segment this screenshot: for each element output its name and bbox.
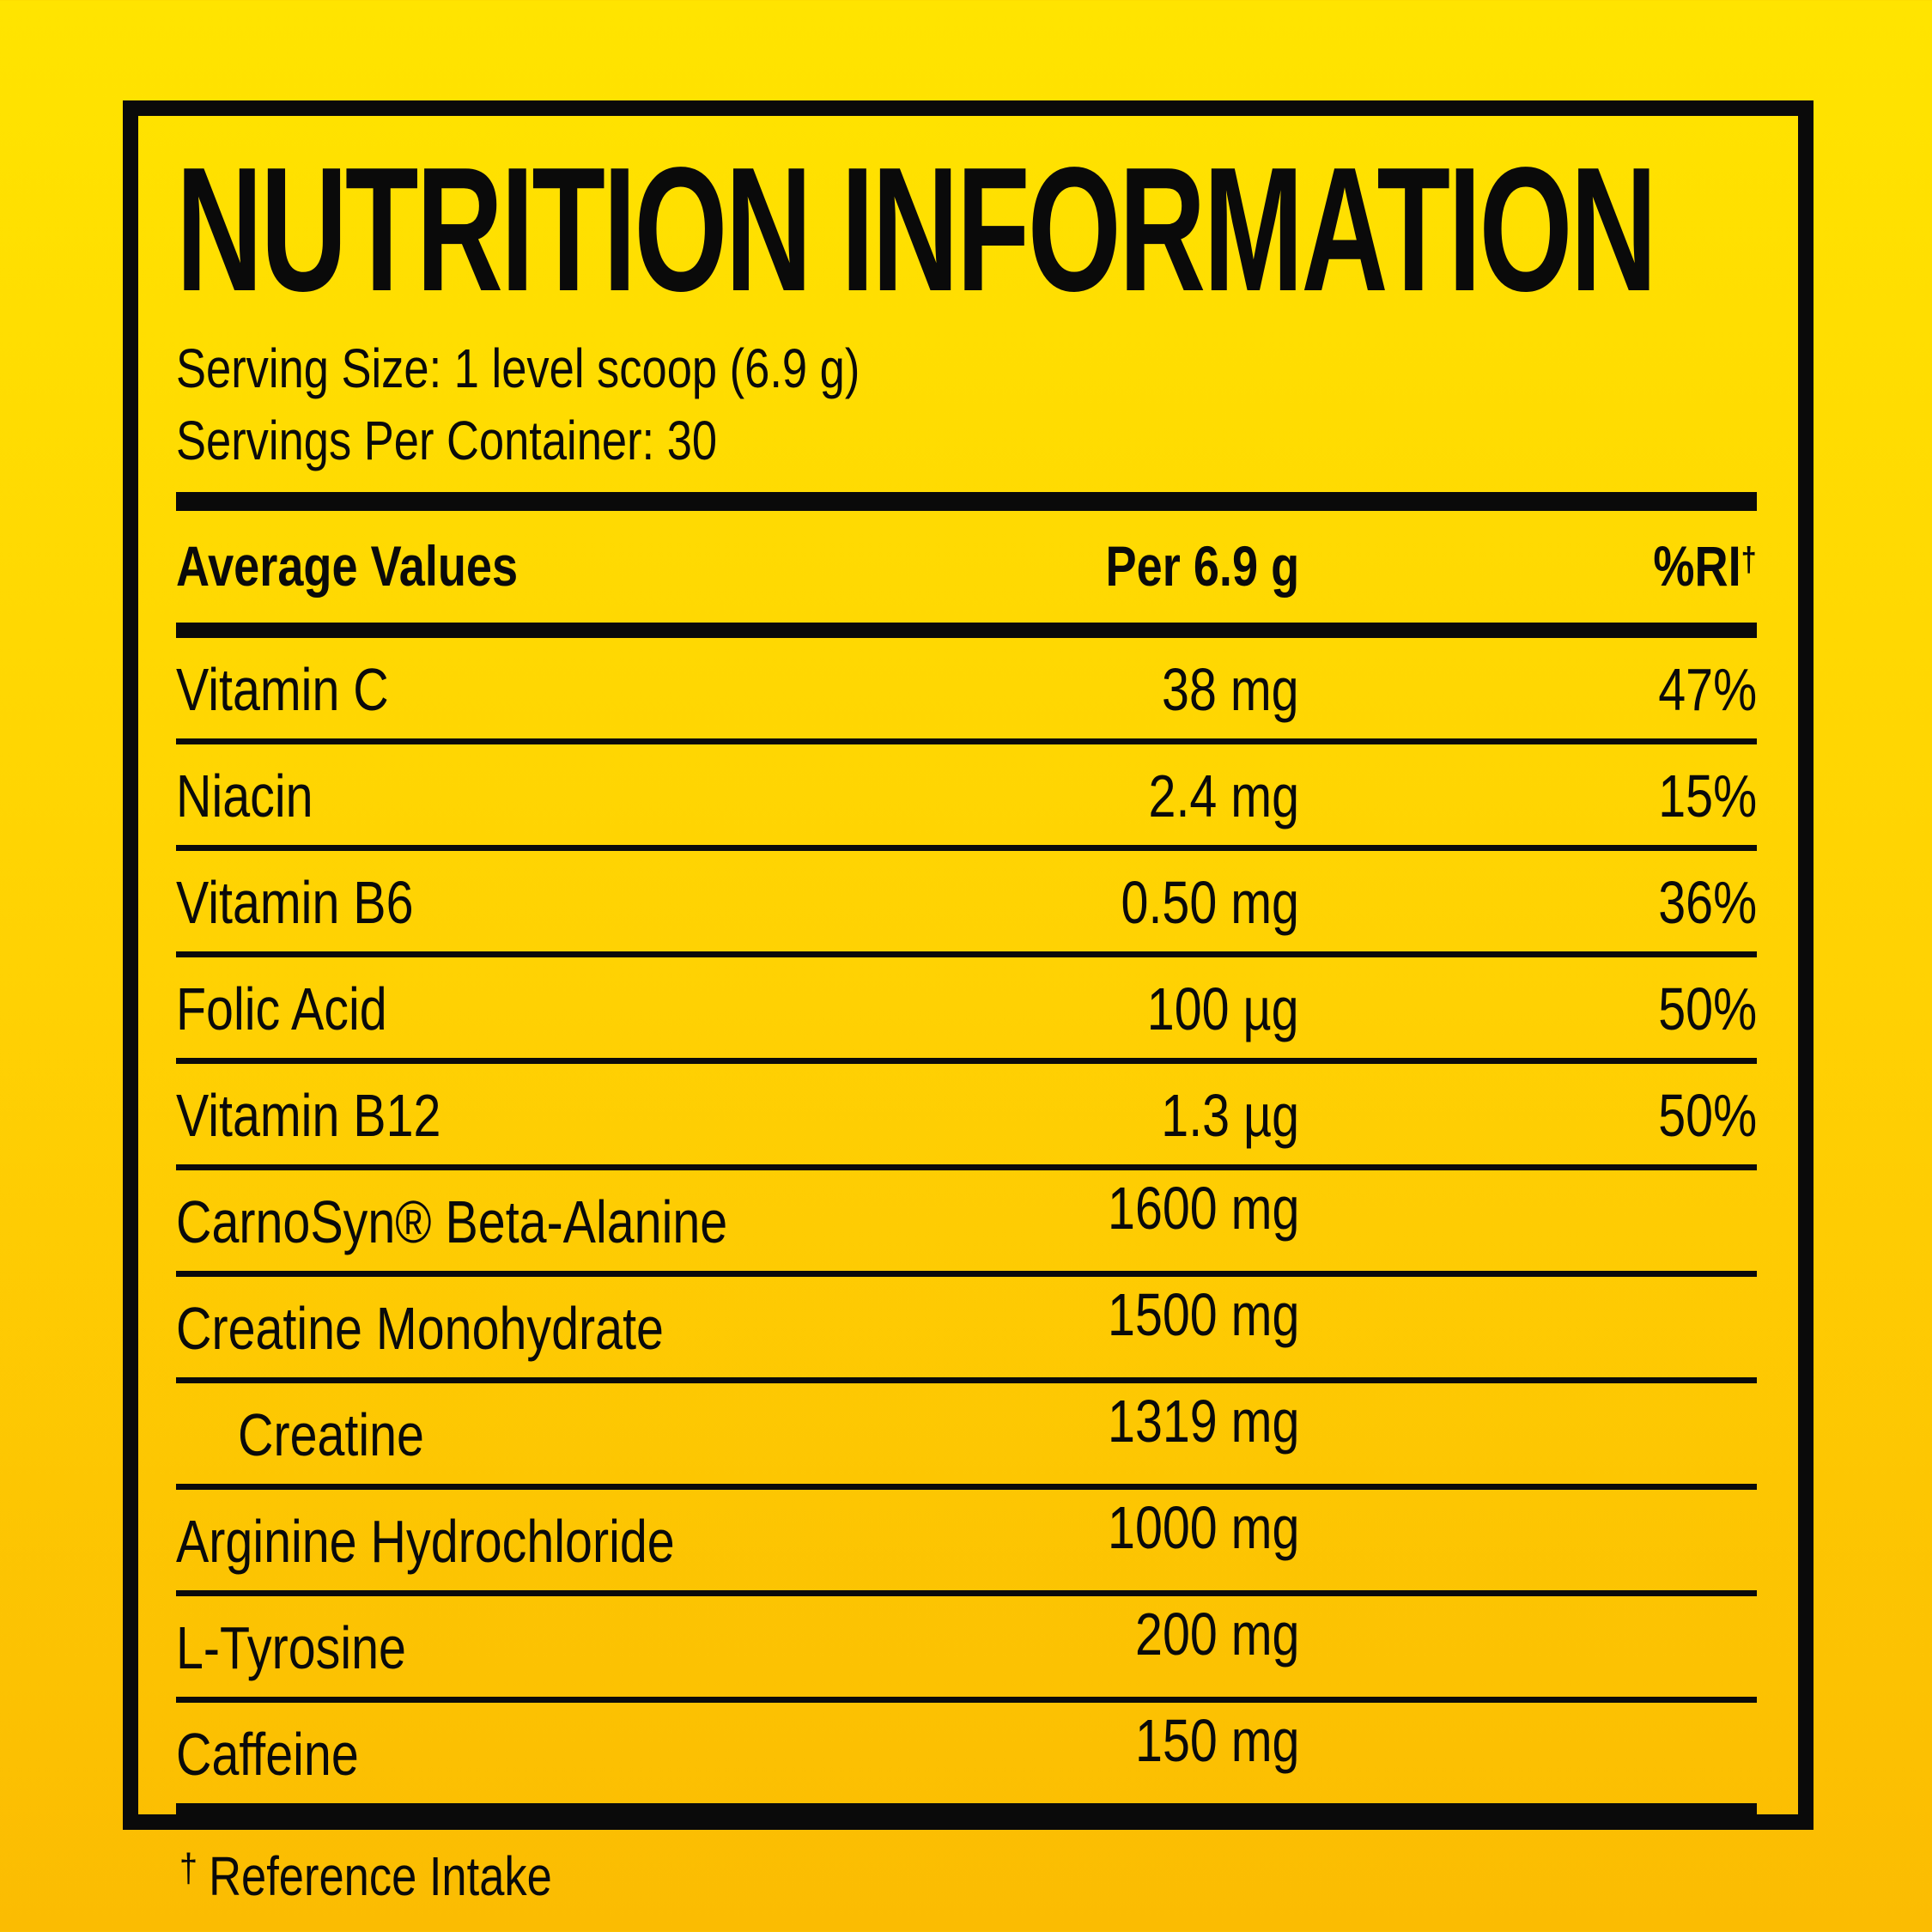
table-row <box>176 1277 1757 1383</box>
nutrient-name: Vitamin B12 <box>176 1082 441 1149</box>
nutrient-name: CarnoSyn® Beta-Alanine <box>176 1188 728 1255</box>
nutrient-amount: 1.3 µg <box>1161 1082 1299 1149</box>
nutrient-ri-percent: 50% <box>1658 975 1757 1042</box>
nutrient-amount: 100 µg <box>1147 975 1299 1042</box>
table-row <box>176 1596 1757 1703</box>
table-rows <box>176 638 1757 1803</box>
page-title <box>176 131 1757 328</box>
servings-per-container-line: Servings Per Container: 30 <box>176 410 718 471</box>
nutrient-ri-percent: 15% <box>1658 762 1757 829</box>
nutrient-amount: 1500 mg <box>1107 1281 1299 1348</box>
table-row <box>176 851 1757 957</box>
nutrient-ri-percent <box>1299 1507 1757 1576</box>
table-row <box>176 1703 1757 1803</box>
nutrient-name: L-Tyrosine <box>176 1614 406 1681</box>
table-row <box>176 1064 1757 1170</box>
header-nutrient-column: Average Values <box>176 534 519 598</box>
nutrient-ri-percent <box>1299 1613 1757 1682</box>
serving-size-line: Serving Size: 1 level scoop (6.9 g) <box>176 337 860 399</box>
nutrient-name: Folic Acid <box>176 975 387 1042</box>
nutrient-ri-percent <box>1299 1720 1757 1789</box>
divider-heavy-bottom <box>176 1803 1757 1819</box>
header-amount-column: Per 6.9 g <box>1105 534 1299 598</box>
nutrient-name: Niacin <box>176 762 313 829</box>
nutrient-amount: 2.4 mg <box>1148 762 1299 829</box>
nutrient-amount: 150 mg <box>1134 1707 1299 1774</box>
table-header-row <box>176 511 1757 623</box>
ri-dagger-symbol: † <box>1741 540 1757 579</box>
table-row <box>176 744 1757 851</box>
nutrient-ri-percent <box>1299 1400 1757 1469</box>
table-row <box>176 1170 1757 1277</box>
nutrient-ri-percent: 47% <box>1658 656 1757 723</box>
nutrient-name: Vitamin B6 <box>176 869 414 936</box>
serving-info <box>176 332 1757 477</box>
nutrient-amount: 38 mg <box>1162 656 1299 723</box>
table-row <box>176 1383 1757 1490</box>
footnote-text: Reference Intake <box>209 1845 552 1908</box>
nutrient-name: Caffeine <box>176 1721 359 1788</box>
table-row <box>176 1490 1757 1596</box>
nutrient-name: Vitamin C <box>176 656 389 723</box>
table-row <box>176 638 1757 744</box>
header-ri-column: %RI† <box>1653 534 1757 598</box>
nutrient-amount: 1000 mg <box>1107 1494 1299 1561</box>
nutrient-ri-percent: 50% <box>1658 1082 1757 1149</box>
nutrient-ri-percent <box>1299 1188 1757 1256</box>
table-row <box>176 957 1757 1064</box>
page-title-text: NUTRITION INFORMATION <box>176 131 1656 328</box>
nutrient-name: Creatine Monohydrate <box>176 1295 664 1362</box>
divider-heavy-under-header <box>176 623 1757 638</box>
nutrient-amount: 1600 mg <box>1107 1175 1299 1242</box>
nutrient-name: Creatine <box>238 1401 424 1468</box>
nutrient-amount: 0.50 mg <box>1121 869 1299 936</box>
nutrient-ri-percent: 36% <box>1658 869 1757 936</box>
nutrient-amount: 200 mg <box>1134 1601 1299 1668</box>
footnote-dagger-symbol: † <box>179 1845 198 1890</box>
nutrition-label-panel <box>123 100 1814 1908</box>
footnote <box>176 1819 1757 1908</box>
nutrient-ri-percent <box>1299 1294 1757 1363</box>
nutrient-name: Arginine Hydrochloride <box>176 1508 675 1575</box>
divider-heavy-top <box>176 492 1757 511</box>
nutrient-amount: 1319 mg <box>1107 1388 1299 1455</box>
